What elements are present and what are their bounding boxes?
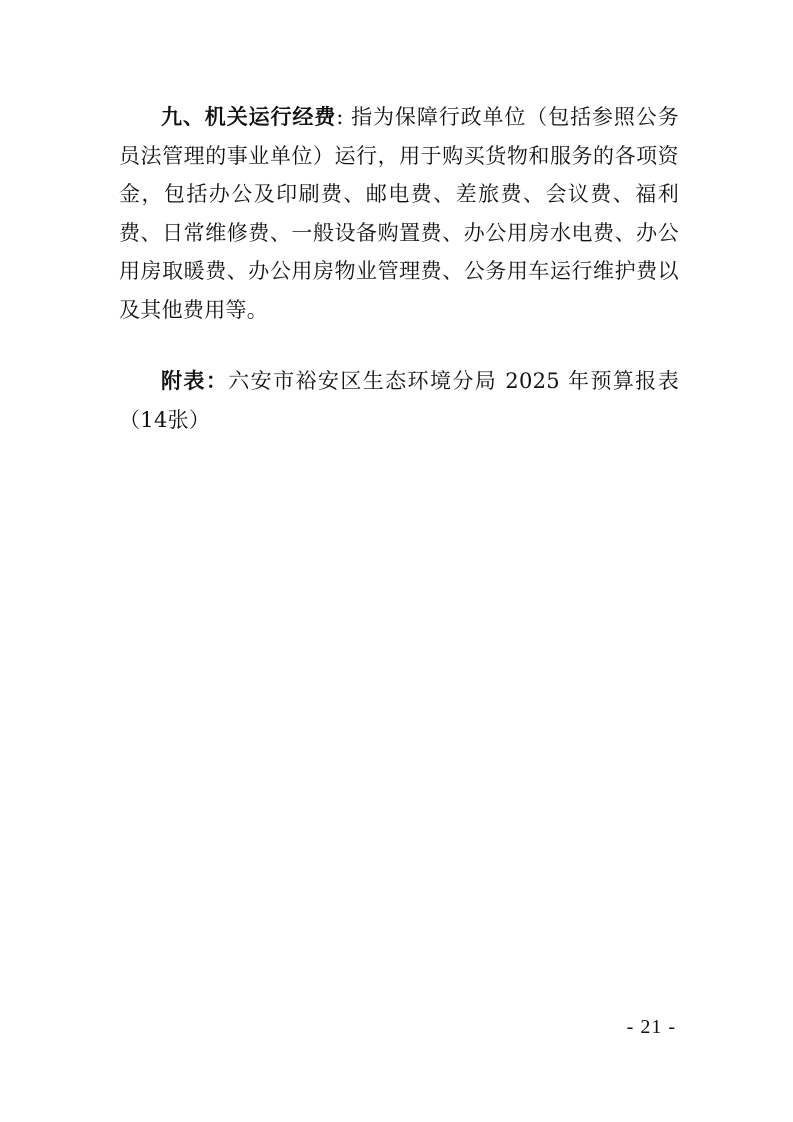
attachment-paragraph [119,362,679,439]
attachment-text: 六安市裕安区生态环境分局 2025 年预算报表（14张） [119,369,679,432]
attachment-label: 附表： [161,369,229,393]
section-nine-heading: 九、机关运行经费 [161,105,337,129]
section-nine-paragraph [119,98,679,329]
page-number: - 21 - [626,1016,676,1038]
section-nine-body: : 指为保障行政单位（包括参照公务员法管理的事业单位）运行，用于购买货物和服务的各项资金，包括办公及印刷费、邮电费、差旅费、会议费、福利费、日常维修费、一般设备购置费、办公用房水电费、办公用房取暖费、办公用房物业管理费、公务用车运行维护费以及其他费用等。 [119,105,679,322]
